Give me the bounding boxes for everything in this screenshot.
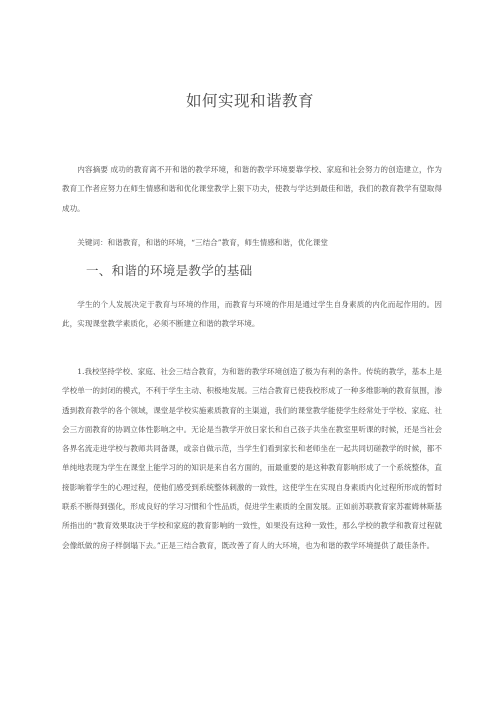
- keywords-line: 关键词：和谐教育，和谐的环境，“三结合”教育，师生情感和谐，优化课堂: [77, 238, 328, 247]
- document-title: 如何实现和谐教育: [185, 92, 314, 110]
- section-point-paragraph: 1.我校坚持学校、家庭、社会三结合教育，为和谐的教学环境创造了极为有利的条件。传统的教学，基本上是学校单一的封闭的模式，不利于学生主动、积极地发展。三结合教育已使我校形成了一种多维影响的教育氛围，渗透到教育教学的各个领域，课堂是学校实施素质教育的主渠道，我们的课堂教学能使学生经常处于学校、家庭、社会三方面教育的协调立体性影响之中。无论是当教学开放日家长和自己孩子共坐在教室里听课的时候，还是当社会各界名流走进学校与教师共同备课，或亲自做示范，当学生们看到家长和老师坐在一起共同切磋教学的时候，都不单纯地表现为学生在课堂上能学习的的知识是来自名方面的，而最重要的是这种教育影响形成了一个系统整体，直接影响着学生的心理过程，使他们感受到系统整体刺激的一致性，这使学生在实现自身素质内化过程所形成的暂时联系不断得到强化，形成良好的学习习惯和个性品质，促进学生素质的全面发展。正如前苏联教育家苏霍姆林斯基所指出的“教育效果取决于学校和家庭的教育影响的一致性，如果没有这种一致性，那么学校的教学和教育过程就会像纸做的房子样倒塌下去。”正是三结合教育，既改善了育人的大环境，也为和谐的教学环境提供了最佳条件。: [62, 367, 442, 550]
- section-heading: 一、和谐的环境是教学的基础: [86, 263, 253, 278]
- section-intro-paragraph: 学生的个人发展决定于教育与环境的作用，而教育与环境的作用是通过学生自身素质的内化而起作用的。因此，实现课堂教学素质化，必须不断建立和谐的教学环境。: [62, 300, 442, 329]
- abstract-paragraph: 内容摘要 成功的教育离不开和谐的教学环境，和谐的教学环境要靠学校、家庭和社会努力的创造建立，作为教育工作者应努力在师生情感和谐和优化课堂教学上狠下功夫，使教与学达到最佳和谐，我们的教育教学有望取得成功。: [62, 165, 442, 213]
